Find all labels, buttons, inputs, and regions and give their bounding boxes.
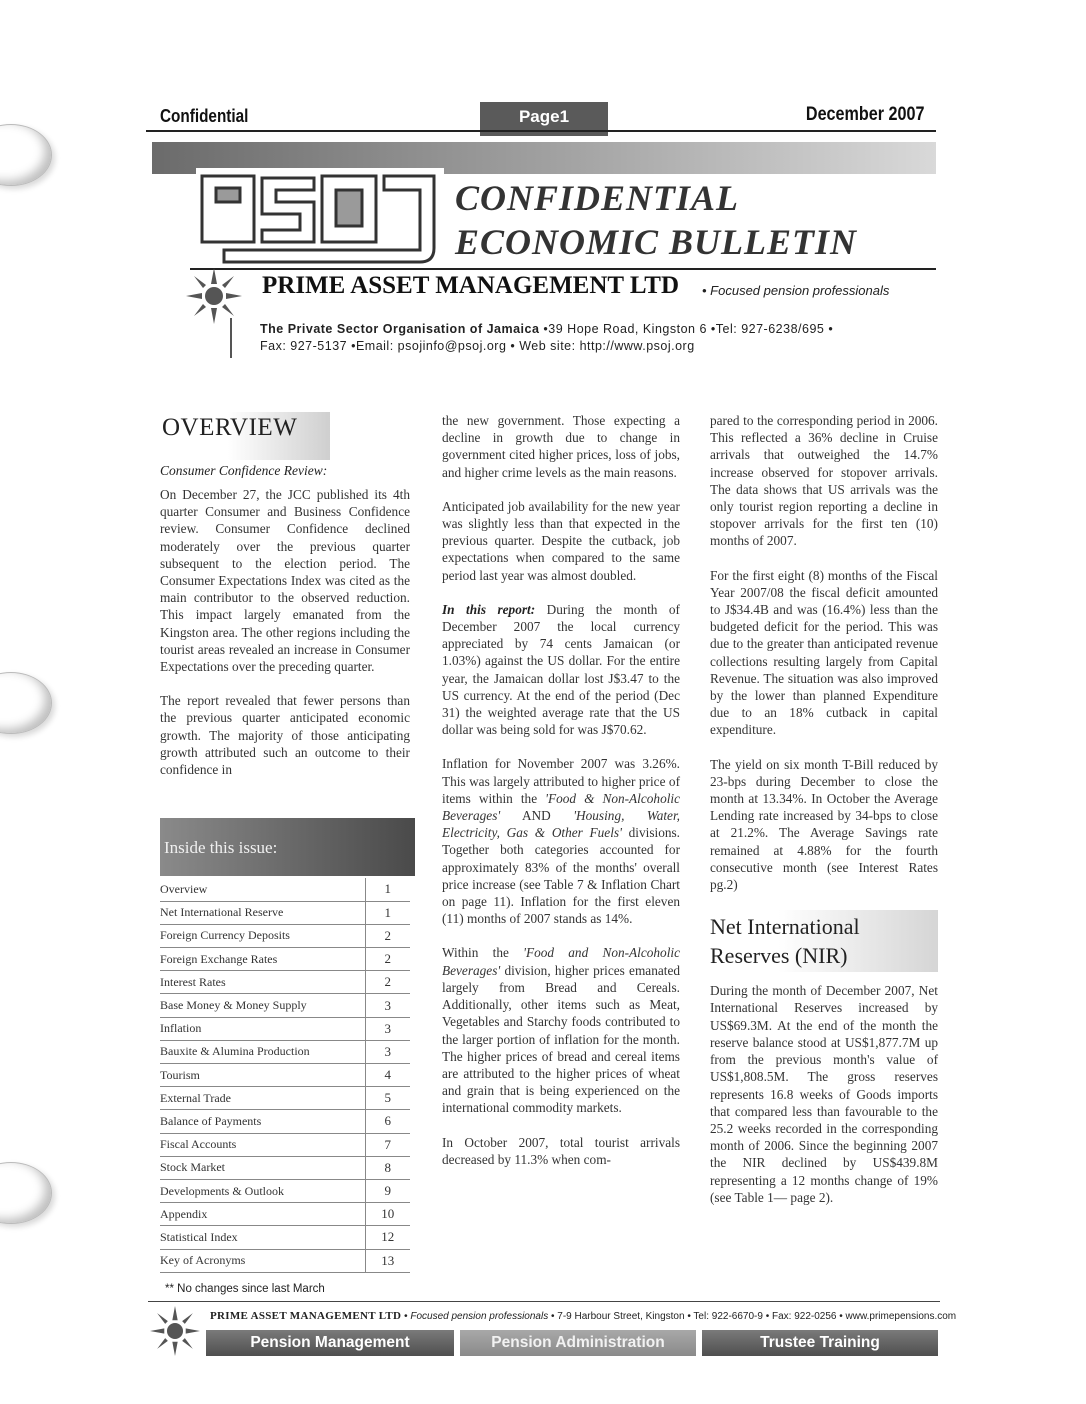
tbill-paragraph: The yield on six month T-Bill reduced by 23-bps during December to close the month at 13.34%. In October the Average Lending rate increased by 34-bps to close at 21.2%. The Average Savings rate remained at 4.88% for the fourth consecutive month (see Interest Rates pg.2): [710, 756, 938, 893]
overview-heading: OVERVIEW: [162, 414, 298, 441]
toc-row: [160, 971, 410, 994]
page-number-tab: Page1: [480, 102, 608, 136]
toc-page: 2: [365, 924, 410, 947]
toc-label: Base Money & Money Supply: [160, 994, 365, 1017]
bulletin-title-line2: ECONOMIC BULLETIN: [455, 222, 858, 262]
footer-sunburst-icon: [150, 1306, 200, 1356]
toc-page: 2: [365, 948, 410, 971]
address-line1: •39 Hope Road, Kingston 6 •Tel: 927-6238/695 •: [539, 322, 834, 336]
toc-label: Inflation: [160, 1017, 365, 1040]
binder-hole-middle: [0, 672, 52, 734]
binder-hole-bottom: [0, 1162, 52, 1224]
toc-page: 1: [365, 901, 410, 924]
pension-administration-tab: Pension Administration: [460, 1330, 696, 1356]
toc-row: [160, 1133, 410, 1156]
inside-issue-header: [160, 818, 415, 876]
overview-paragraph-2: The report revealed that fewer persons than the previous quarter anticipated economic growth. The majority of those anticipating growth attributed such an outcome to their confidence in: [160, 693, 410, 778]
psoj-logo: [196, 168, 444, 266]
sunburst-icon: [186, 268, 242, 324]
column2-paragraph-1: the new government. Those expecting a decline in growth due to change in government cited higher prices, loss of jobs, and higher crime levels as the main reasons.: [442, 413, 680, 480]
org-name: The Private Sector Organisation of Jamaica: [260, 322, 540, 336]
inside-issue-title: Inside this issue:: [164, 838, 278, 857]
toc-page: 12: [365, 1226, 410, 1249]
contact-address: [260, 321, 833, 355]
column2-paragraph-2: Anticipated job availability for the new year was slightly less than that expected in the previous quarter. Despite the cutback, job expectations when compared to the same period last year was almost doubled.: [442, 498, 680, 583]
toc-label: Developments & Outlook: [160, 1179, 365, 1202]
toc-label: Interest Rates: [160, 971, 365, 994]
inflation-paragraph: Inflation for November 2007 was 3.26%. This was largely attributed to higher price of items within the 'Food & Non-Alcoholic Beverages' AND 'Housing, Water, Electricity, Gas & Other Fuels' divisions. Together both categories accounted for approximately 83% of the months' overall price increase (see Table 7 & Inflation Chart on page 11). Inflation for the first eleven (11) months of 2007 stands as 14%.: [442, 756, 681, 927]
table-of-contents: [160, 878, 410, 1273]
toc-page: 10: [365, 1203, 410, 1226]
column-3: [710, 412, 938, 1223]
toc-label: Bauxite & Alumina Production: [160, 1040, 365, 1063]
toc-label: Net International Reserve: [160, 901, 365, 924]
toc-label: External Trade: [160, 1087, 365, 1110]
toc-row: [160, 948, 410, 971]
column-1: [160, 486, 410, 795]
toc-page: 8: [365, 1156, 410, 1179]
toc-label: Tourism: [160, 1064, 365, 1087]
toc-page: 3: [365, 994, 410, 1017]
tourism-paragraph: In October 2007, total tourist arrivals decreased by 11.3% when com-: [442, 1134, 680, 1167]
toc-row: [160, 1064, 410, 1087]
in-this-report-lead: In this report:: [442, 601, 536, 617]
toc-row: [160, 1110, 410, 1133]
toc-label: Appendix: [160, 1203, 365, 1226]
food-beverages-paragraph: Within the 'Food and Non-Alcoholic Beverages' division, higher prices emanated largely from Bread and Cereals. Additionally, other items such as Meat, Vegetables and Starchy foods contributed to the larger portion of inflation for the month. The higher prices of bread and cereal items are attributed to the higher prices of wheat and grain that is being experienced on the international commodity markets.: [442, 945, 680, 1116]
toc-row: [160, 1226, 410, 1249]
toc-page: 3: [365, 1017, 410, 1040]
toc-row: [160, 1203, 410, 1226]
footer-address: • 7-9 Harbour Street, Kingston • Tel: 922-6670-9 • Fax: 922-0256 • www.primepensions.com: [548, 1311, 957, 1322]
binder-hole-top: [0, 124, 52, 186]
toc-label: Foreign Exchange Rates: [160, 948, 365, 971]
toc-page: 5: [365, 1087, 410, 1110]
pension-management-tab: Pension Management: [206, 1330, 454, 1356]
toc-page: 4: [365, 1064, 410, 1087]
toc-note: ** No changes since last March: [165, 1283, 325, 1295]
footer-tagline: • Focused pension professionals: [401, 1311, 549, 1322]
bulletin-title-line1: CONFIDENTIAL: [455, 178, 740, 218]
consumer-confidence-subheading: Consumer Confidence Review:: [160, 463, 328, 478]
toc-label: Statistical Index: [160, 1226, 365, 1249]
toc-label: Foreign Currency Deposits: [160, 924, 365, 947]
toc-page: 2: [365, 971, 410, 994]
confidential-label: Confidential: [160, 106, 249, 126]
toc-label: Stock Market: [160, 1156, 365, 1179]
footer-contact: [210, 1310, 956, 1322]
toc-label: Fiscal Accounts: [160, 1133, 365, 1156]
toc-page: 9: [365, 1179, 410, 1202]
issue-date: December 2007: [805, 104, 924, 125]
toc-page: 7: [365, 1133, 410, 1156]
footer-company: PRIME ASSET MANAGEMENT LTD: [210, 1310, 402, 1322]
toc-row: [160, 1156, 410, 1179]
footer-rule: [148, 1301, 940, 1302]
address-bar: [230, 318, 232, 358]
bulletin-title: [455, 176, 857, 264]
column-2: [442, 412, 680, 1185]
banner-rule: [190, 268, 936, 270]
toc-row: [160, 994, 410, 1017]
toc-row: [160, 878, 410, 901]
trustee-training-tab: Trustee Training: [702, 1330, 938, 1356]
toc-row: [160, 1179, 410, 1202]
in-this-report-paragraph: In this report: During the month of December 2007 the local currency appreciated by 74 cents Jamaican (or 1.03%) against the US dollar. For the entire year, the Jamaican dollar lost J$3.47 to the US currency. At the end of the period (Dec 31) the weighted average rate that the US dollar was being sold for was J$70.62.: [442, 601, 680, 738]
toc-page: 13: [365, 1249, 410, 1272]
toc-row: [160, 1017, 410, 1040]
toc-label: Balance of Payments: [160, 1110, 365, 1133]
toc-page: 3: [365, 1040, 410, 1063]
sponsor-tagline: • Focused pension professionals: [702, 283, 890, 298]
fiscal-paragraph: For the first eight (8) months of the Fiscal Year 2007/08 the fiscal deficit amounted to J$34.4B and was (16.4%) less than the budgeted deficit for the period. This was due to the greater than anticipated revenue collections resulting largely from Capital Revenue. The situation was also improved by the lower than planned Expenditure due to an 18% cutback in capital expenditure.: [710, 567, 938, 738]
toc-page: 6: [365, 1110, 410, 1133]
toc-row: [160, 1087, 410, 1110]
toc-row: [160, 1040, 410, 1063]
toc-label: Overview: [160, 878, 365, 901]
nir-heading: Net International Reserves (NIR): [710, 910, 938, 972]
toc-row: [160, 924, 410, 947]
overview-paragraph-1: On December 27, the JCC published its 4th quarter Consumer and Business Confidence review. Consumer Confidence declined moderately over the previous quarter subsequent to the election period. The Consumer Expectations Index was cited as the main contributor to the observed reduction. This impact largely emanated from the Kingston area. The other regions including the tourist areas revealed an increase in Consumer Expectations over the preceding quarter.: [160, 487, 410, 675]
column3-paragraph-1: pared to the corresponding period in 2006. This reflected a 36% decline in Cruise arrivals that outweighed the 14.7% increase observed for stopover arrivals. The data shows that US arrivals was the only tourist region reporting a decline in stopover arrivals for the first ten (10) months of 2007.: [710, 413, 938, 549]
toc-page: 1: [365, 878, 410, 901]
toc-row: [160, 1249, 410, 1272]
header-rule: [146, 130, 936, 132]
toc-row: [160, 901, 410, 924]
sponsor-name: PRIME ASSET MANAGEMENT LTD: [262, 272, 679, 299]
address-line2: Fax: 927-5137 •Email: psojinfo@psoj.org • Web site: http://www.psoj.org: [260, 339, 695, 353]
toc-label: Key of Acronyms: [160, 1249, 365, 1272]
nir-paragraph: During the month of December 2007, Net International Reserves increased by US$69.3M. At the end of the month the reserve balance stood at US$1,877.7M up from the previous month's value of US$1,808.5M. The gross reserves represents 16.8 weeks of Goods imports that compared less than favourable to the 25.2 weeks recorded in the corresponding month of 2006. Since the beginning 2007 the NIR declined by US$439.8M representing a 12 months change of 19% (see Table 1— page 2).: [710, 983, 938, 1205]
